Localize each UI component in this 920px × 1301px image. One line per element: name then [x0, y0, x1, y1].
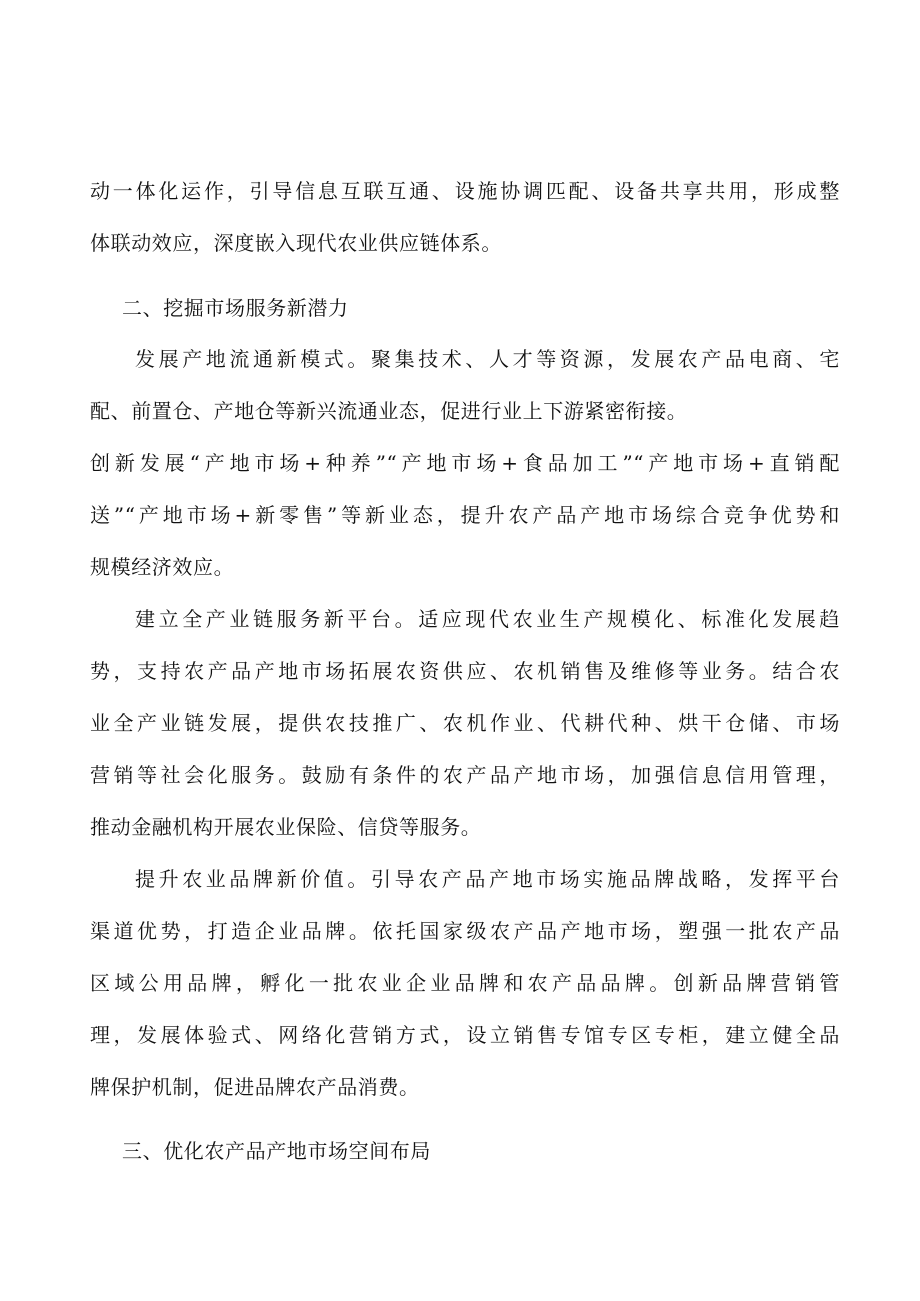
paragraph-5-line-4: 理，发展体验式、网络化营销方式，设立销售专馆专区专柜，建立健全品 — [90, 1023, 840, 1047]
paragraph-5-line-5: 牌保护机制，促进品牌农产品消费。 — [90, 1075, 420, 1099]
paragraph-4-line-5: 推动金融机构开展农业保险、信贷等服务。 — [90, 815, 482, 839]
paragraph-4-line-2: 势，支持农产品产地市场拓展农资供应、农机销售及维修等业务。结合农 — [90, 659, 840, 683]
paragraph-4-line-1: 建立全产业链服务新平台。适应现代农业生产规模化、标准化发展趋 — [135, 607, 840, 631]
paragraph-2-line-2: 配、前置仓、产地仓等新兴流通业态，促进行业上下游紧密衔接。 — [90, 399, 688, 423]
paragraph-5-line-3: 区域公用品牌，孵化一批农业企业品牌和农产品品牌。创新品牌营销管 — [90, 971, 840, 995]
paragraph-4-line-4: 营销等社会化服务。鼓励有条件的农产品产地市场，加强信息信用管理， — [90, 763, 840, 787]
paragraph-4-line-3: 业全产业链发展，提供农技推广、农机作业、代耕代种、烘干仓储、市场 — [90, 711, 840, 735]
section-heading-2: 二、挖掘市场服务新潜力 — [122, 296, 349, 320]
paragraph-2-line-1: 发展产地流通新模式。聚集技术、人才等资源，发展农产品电商、宅 — [135, 347, 840, 371]
paragraph-5-line-1: 提升农业品牌新价值。引导农产品产地市场实施品牌战略，发挥平台 — [135, 867, 840, 891]
paragraph-5-line-2: 渠道优势，打造企业品牌。依托国家级农产品产地市场，塑强一批农产品 — [90, 919, 840, 943]
paragraph-1-line-2: 体联动效应，深度嵌入现代农业供应链体系。 — [90, 231, 502, 255]
paragraph-3-line-1: 创新发展“产地市场+种养”“产地市场+食品加工”“产地市场+直销配 — [90, 451, 840, 475]
section-heading-3: 三、优化农产品产地市场空间布局 — [122, 1139, 431, 1163]
paragraph-3-line-3: 规模经济效应。 — [90, 555, 235, 579]
paragraph-1-line-1: 动一体化运作，引导信息互联互通、设施协调匹配、设备共享共用，形成整 — [90, 179, 840, 203]
paragraph-3-line-2: 送”“产地市场+新零售”等新业态，提升农产品产地市场综合竞争优势和 — [90, 503, 840, 527]
